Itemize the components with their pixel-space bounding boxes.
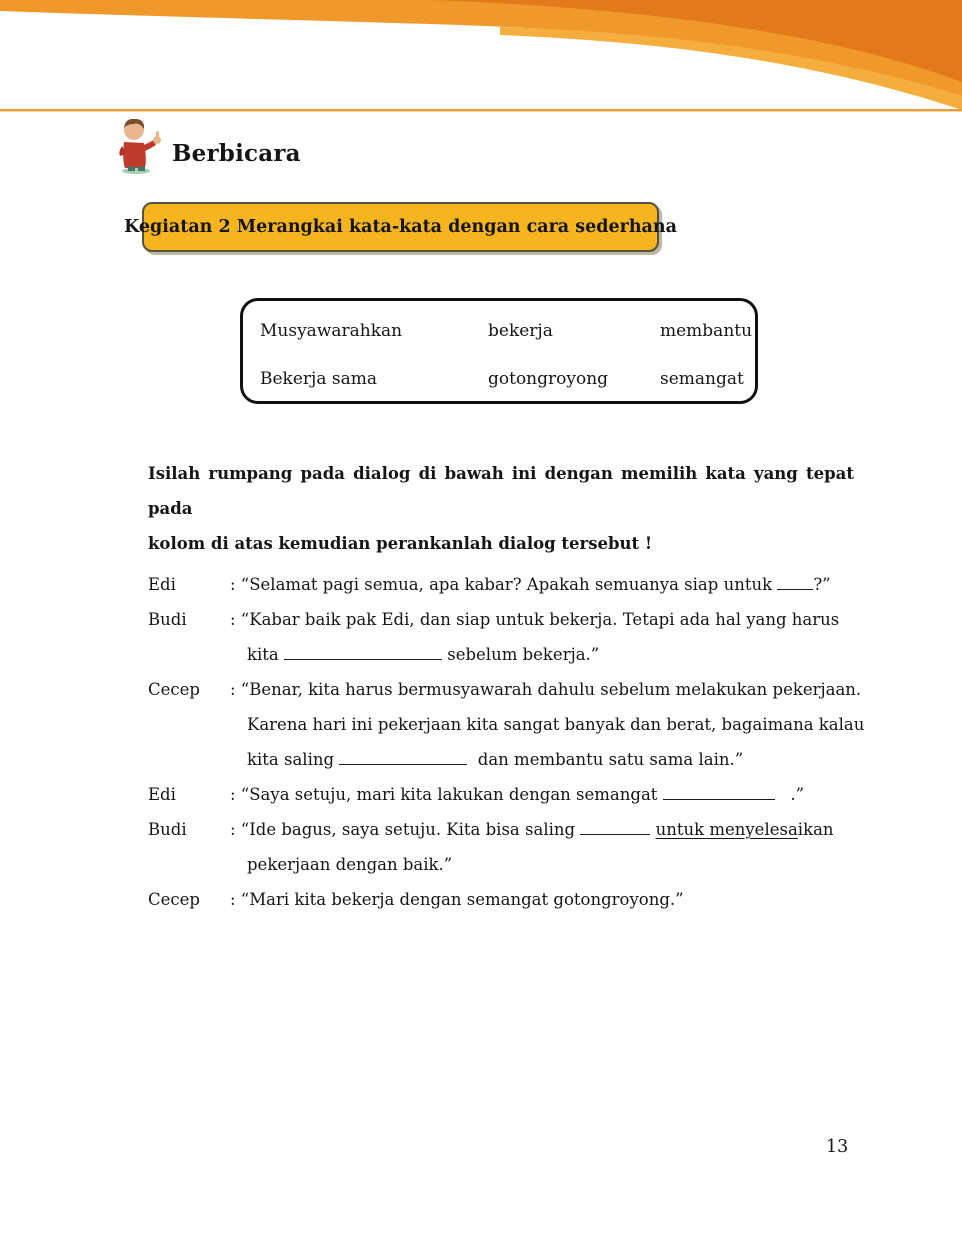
speaking-person-icon <box>112 116 164 174</box>
dialog-line: : “Benar, kita harus bermusyawarah dahulu sebelum melakukan pekerjaan. <box>230 680 862 699</box>
dialog-line: : “Ide bagus, saya setuju. Kita bisa saling untuk menyelesaikan <box>230 820 834 839</box>
section-title: Berbicara <box>172 140 301 167</box>
fill-in-blank <box>777 576 813 590</box>
dialog-line: : “Saya setuju, mari kita lakukan dengan semangat .” <box>230 785 805 804</box>
dialog-row <box>148 567 854 602</box>
dialog-speaker: Budi <box>148 610 187 629</box>
word-bank-item: Bekerja sama <box>260 369 377 389</box>
dialog-text <box>230 567 854 602</box>
dialog-text <box>230 777 854 812</box>
dialog-text <box>230 602 854 672</box>
dialog-row <box>148 672 865 777</box>
word-bank-item: bekerja <box>488 321 553 341</box>
word-bank-box <box>240 298 758 404</box>
dialog-line: kita sebelum bekerja.” <box>247 645 600 664</box>
dialog-text <box>230 672 864 777</box>
dialog-speaker: Cecep <box>148 680 200 699</box>
activity-banner <box>124 202 677 252</box>
header-rule <box>0 109 962 111</box>
underlined-text: untuk menyelesa <box>655 820 798 839</box>
fill-in-blank <box>339 751 467 765</box>
page-number: 13 <box>826 1137 849 1157</box>
dialog-row <box>148 812 854 882</box>
exercise-content <box>148 456 865 917</box>
dialog-speaker: Budi <box>148 820 187 839</box>
instruction-line-1: Isilah rumpang pada dialog di bawah ini dengan memilih kata yang tepat pada <box>148 464 854 518</box>
dialog-speaker: Edi <box>148 575 176 594</box>
dialog-text <box>230 882 854 917</box>
word-bank-item: gotongroyong <box>488 369 609 389</box>
word-bank-item: semangat <box>660 369 744 389</box>
fill-in-blank <box>284 646 442 660</box>
dialog-line: : “Kabar baik pak Edi, dan siap untuk bekerja. Tetapi ada hal yang harus <box>230 610 840 629</box>
fill-in-blank <box>663 786 775 800</box>
dialog-row <box>148 602 854 672</box>
dialog-line: kita saling dan membantu satu sama lain.” <box>247 750 744 769</box>
dialog-speaker: Cecep <box>148 890 200 909</box>
header-wave-art <box>0 0 962 115</box>
dialog-text <box>230 812 854 882</box>
fill-in-blank <box>580 821 650 835</box>
dialog-speaker: Edi <box>148 785 176 804</box>
activity-banner-label: Kegiatan 2 Merangkai kata-kata dengan cara sederhana <box>124 217 677 237</box>
dialog-line: Karena hari ini pekerjaan kita sangat banyak dan berat, bagaimana kalau <box>247 715 865 734</box>
dialog-line: : “Selamat pagi semua, apa kabar? Apakah semuanya siap untuk ?” <box>230 575 831 594</box>
dialog <box>148 567 865 917</box>
instruction-line-2: kolom di atas kemudian perankanlah dialog tersebut ! <box>148 534 653 553</box>
dialog-row <box>148 777 854 812</box>
dialog-row <box>148 882 854 917</box>
word-bank-item: membantu <box>660 321 753 341</box>
word-bank-item: Musyawarahkan <box>260 321 403 341</box>
dialog-line: pekerjaan dengan baik.” <box>247 855 453 874</box>
dialog-line: : “Mari kita bekerja dengan semangat gotongroyong.” <box>230 890 684 909</box>
